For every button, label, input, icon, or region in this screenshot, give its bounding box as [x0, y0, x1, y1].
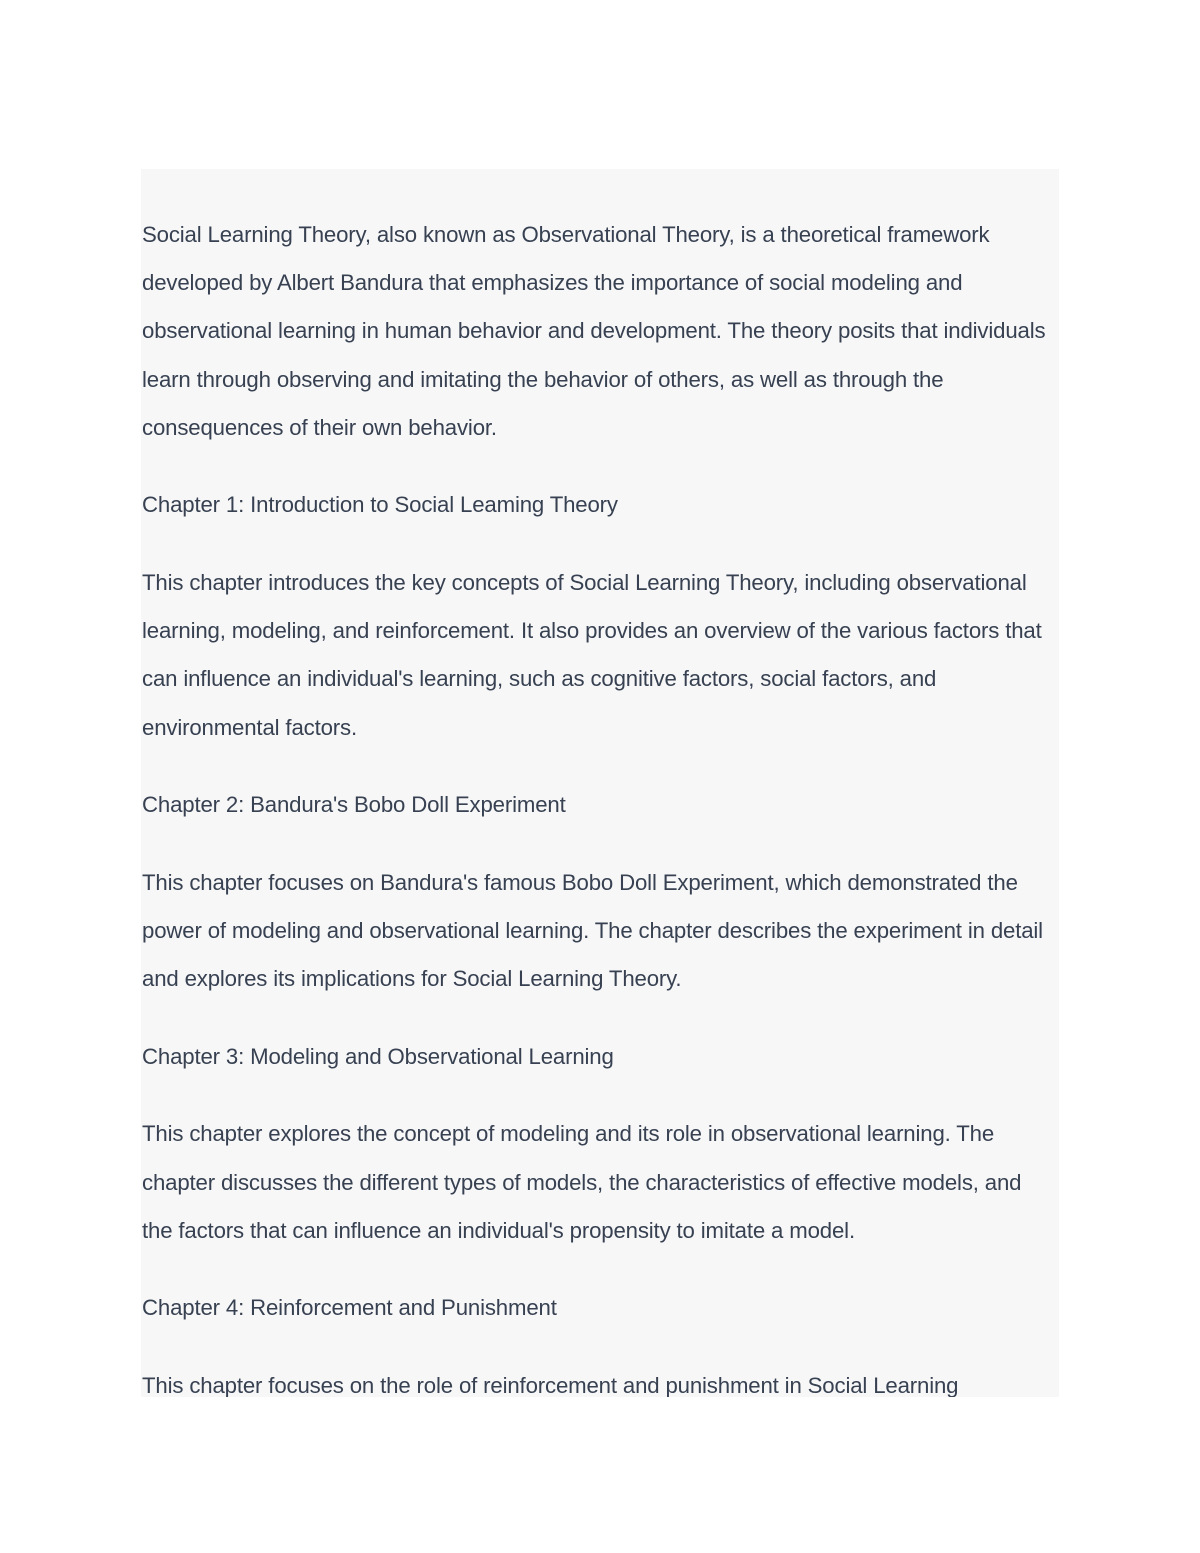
chapter-4-heading: Chapter 4: Reinforcement and Punishment: [142, 1295, 557, 1321]
content-block: [141, 169, 1059, 1397]
chapter-4-paragraph: This chapter focuses on the role of reinforcement and punishment in Social Learning: [142, 1372, 959, 1397]
chapter-1-paragraph: This chapter introduces the key concepts of Social Learning Theory, including observational learning, modeling, and reinforcement. It also provides an overview of the various factors that can influence an individual's learning, such as cognitive factors, social factors, and environmental factors.: [142, 570, 1042, 740]
chapter-2-heading: Chapter 2: Bandura's Bobo Doll Experiment: [142, 792, 566, 818]
intro-paragraph: Social Learning Theory, also known as Observational Theory, is a theoretical framework developed by Albert Bandura that emphasizes the importance of social modeling and observational learning in human behavior and development. The theory posits that individuals learn through observing and imitating the behavior of others, as well as through the consequences of their own behavior.: [142, 222, 1046, 440]
chapter-3-paragraph: This chapter explores the concept of modeling and its role in observational learning. The chapter discusses the different types of models, the characteristics of effective models, and the factors that can influence an individual's propensity to imitate a model.: [142, 1121, 1022, 1243]
chapter-1-heading: Chapter 1: Introduction to Social Leaming Theory: [142, 492, 618, 518]
chapter-2-paragraph: This chapter focuses on Bandura's famous Bobo Doll Experiment, which demonstrated the power of modeling and observational learning. The chapter describes the experiment in detail and explores its implications for Social Learning Theory.: [142, 869, 1043, 992]
text-column: [142, 211, 1054, 1397]
chapter-3-heading: Chapter 3: Modeling and Observational Learning: [142, 1043, 614, 1069]
